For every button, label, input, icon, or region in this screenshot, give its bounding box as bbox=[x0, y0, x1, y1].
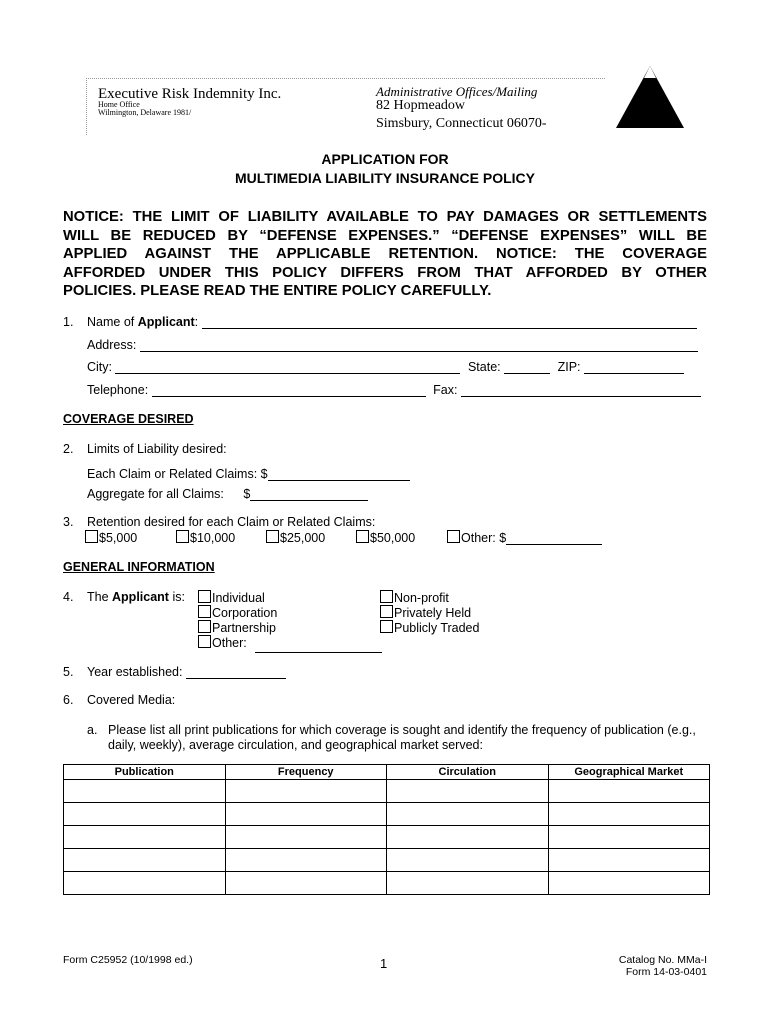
circulation-cell[interactable] bbox=[387, 849, 549, 872]
q4-number: 4. bbox=[63, 590, 74, 604]
publication-cell[interactable] bbox=[64, 872, 226, 895]
publicly-traded-checkbox[interactable] bbox=[380, 620, 393, 633]
catalog-number: Catalog No. MMa-I bbox=[618, 954, 707, 966]
retention-other-field[interactable] bbox=[506, 530, 602, 545]
title-line-1: APPLICATION FOR bbox=[321, 151, 449, 167]
publications-table bbox=[63, 764, 710, 895]
retention-25000-checkbox[interactable] bbox=[266, 530, 279, 543]
publication-cell[interactable] bbox=[64, 780, 226, 803]
applicant-type-corporation[interactable]: Corporation bbox=[198, 605, 277, 620]
q3-label: Retention desired for each Claim or Related Claims: bbox=[87, 515, 376, 529]
zip-label: ZIP: bbox=[557, 360, 581, 374]
table-row bbox=[64, 849, 710, 872]
table-row bbox=[64, 803, 710, 826]
address-field[interactable] bbox=[140, 337, 698, 352]
retention-other-option[interactable]: Other: $ bbox=[447, 530, 602, 545]
page-title bbox=[0, 150, 770, 188]
circulation-cell[interactable] bbox=[387, 803, 549, 826]
q5-number: 5. bbox=[63, 665, 74, 679]
aggregate-field[interactable] bbox=[250, 486, 368, 501]
retention-10000-option[interactable]: $10,000 bbox=[176, 530, 235, 545]
applicant-name-field[interactable] bbox=[202, 314, 697, 329]
admin-street: 82 Hopmeadow bbox=[376, 98, 466, 113]
q1-telephone-row bbox=[87, 382, 701, 397]
applicant-type-partnership[interactable]: Partnership bbox=[198, 620, 276, 635]
retention-5000-checkbox[interactable] bbox=[85, 530, 98, 543]
notice-line-4: AFFORDED UNDER THIS POLICY DIFFERS FROM THAT AFFORDED BY OTHER bbox=[63, 264, 707, 281]
publication-cell[interactable] bbox=[64, 803, 226, 826]
each-claim-row bbox=[87, 466, 410, 481]
form-code: Form 14-03-0401 bbox=[625, 966, 707, 978]
q1-number: 1. bbox=[63, 315, 74, 329]
q3-number: 3. bbox=[63, 515, 74, 529]
retention-50000-option[interactable]: $50,000 bbox=[356, 530, 415, 545]
address-label: Address: bbox=[87, 338, 137, 352]
retention-5000-option[interactable]: $5,000 bbox=[85, 530, 137, 545]
form-number: Form C25952 (10/1998 ed.) bbox=[63, 954, 193, 966]
zip-field[interactable] bbox=[584, 359, 684, 374]
q1-applicant-row bbox=[63, 314, 697, 329]
notice-line-5: POLICIES. PLEASE READ THE ENTIRE POLICY CAREFULLY. bbox=[63, 283, 492, 299]
q5-label: Year established: bbox=[87, 665, 183, 679]
publication-cell[interactable] bbox=[64, 849, 226, 872]
each-claim-label: Each Claim or Related Claims: $ bbox=[87, 467, 268, 481]
year-established-field[interactable] bbox=[186, 664, 286, 679]
frequency-cell[interactable] bbox=[225, 872, 387, 895]
company-name: Executive Risk Indemnity Inc. bbox=[98, 86, 282, 102]
table-row bbox=[64, 780, 710, 803]
admin-offices-title: Administrative Offices/Mailing bbox=[376, 84, 538, 99]
market-cell[interactable] bbox=[548, 780, 710, 803]
general-information-heading: GENERAL INFORMATION bbox=[63, 560, 215, 574]
company-logo bbox=[610, 60, 690, 132]
retention-other-checkbox[interactable] bbox=[447, 530, 460, 543]
applicant-type-individual[interactable]: Individual bbox=[198, 590, 265, 605]
partnership-checkbox[interactable] bbox=[198, 620, 211, 633]
aggregate-dollar: $ bbox=[243, 487, 251, 501]
q3-row bbox=[63, 515, 375, 529]
home-office-address: Wilmington, Delaware 1981/ bbox=[98, 108, 192, 117]
frequency-cell[interactable] bbox=[225, 849, 387, 872]
circulation-cell[interactable] bbox=[387, 826, 549, 849]
q6a-letter: a. bbox=[87, 723, 98, 737]
market-cell[interactable] bbox=[548, 849, 710, 872]
market-cell[interactable] bbox=[548, 826, 710, 849]
publication-cell[interactable] bbox=[64, 826, 226, 849]
q1-city-row bbox=[87, 359, 684, 374]
notice-line-1: NOTICE: THE LIMIT OF LIABILITY AVAILABLE TO PAY DAMAGES OR SETTLEMENTS bbox=[63, 209, 707, 225]
q4-row bbox=[63, 590, 185, 604]
applicant-type-other[interactable]: Other: bbox=[198, 635, 247, 650]
other-type-field[interactable] bbox=[255, 652, 382, 653]
aggregate-row bbox=[87, 486, 368, 501]
nonprofit-checkbox[interactable] bbox=[380, 590, 393, 603]
q1-address-row bbox=[87, 337, 698, 352]
q2-label: Limits of Liability desired: bbox=[87, 442, 227, 456]
circulation-cell[interactable] bbox=[387, 872, 549, 895]
q6-label: Covered Media: bbox=[87, 693, 176, 707]
circulation-cell[interactable] bbox=[387, 780, 549, 803]
coverage-desired-heading: COVERAGE DESIRED bbox=[63, 412, 194, 426]
other-type-checkbox[interactable] bbox=[198, 635, 211, 648]
individual-checkbox[interactable] bbox=[198, 590, 211, 603]
q5-row bbox=[63, 664, 286, 679]
q6a-text-line-1: Please list all print publications for which coverage is sought and identify the frequency of publication (e.g., bbox=[108, 723, 696, 737]
state-label: State: bbox=[467, 360, 501, 374]
table-row bbox=[64, 826, 710, 849]
corporation-checkbox[interactable] bbox=[198, 605, 211, 618]
retention-50000-checkbox[interactable] bbox=[356, 530, 369, 543]
title-line-2: MULTIMEDIA LIABILITY INSURANCE POLICY bbox=[235, 170, 535, 186]
column-header-publication: Publication bbox=[64, 765, 226, 780]
each-claim-field[interactable] bbox=[268, 466, 410, 481]
aggregate-label: Aggregate for all Claims: bbox=[87, 487, 224, 501]
q1-label: Name of Applicant: bbox=[87, 315, 199, 329]
home-office-label: Home Office bbox=[98, 100, 140, 109]
applicant-type-publicly-traded[interactable]: Publicly Traded bbox=[380, 620, 479, 635]
q2-row bbox=[63, 442, 227, 456]
page-number: 1 bbox=[380, 956, 388, 971]
column-header-frequency: Frequency bbox=[225, 765, 387, 780]
retention-10000-checkbox[interactable] bbox=[176, 530, 189, 543]
market-cell[interactable] bbox=[548, 872, 710, 895]
admin-city: Simsbury, Connecticut 06070- bbox=[376, 116, 547, 131]
q6-row bbox=[63, 693, 175, 707]
privately-held-checkbox[interactable] bbox=[380, 605, 393, 618]
table-row bbox=[64, 872, 710, 895]
retention-25000-option[interactable]: $25,000 bbox=[266, 530, 325, 545]
city-label: City: bbox=[87, 360, 112, 374]
q6a-text-line-2: daily, weekly), average circulation, and geographical market served: bbox=[108, 738, 483, 752]
table-header-row bbox=[64, 765, 710, 780]
city-field[interactable] bbox=[115, 359, 460, 374]
applicant-type-nonprofit[interactable]: Non-profit bbox=[380, 590, 449, 605]
notice-line-3: APPLIED AGAINST THE APPLICABLE RETENTION. NOTICE: THE COVERAGE bbox=[63, 246, 707, 262]
telephone-label: Telephone: bbox=[87, 383, 149, 397]
state-field[interactable] bbox=[504, 359, 550, 374]
notice-line-2: WILL BE REDUCED BY “DEFENSE EXPENSES.” “DEFENSE EXPENSES” WILL BE bbox=[63, 227, 707, 244]
q4-label: The Applicant is: bbox=[87, 590, 185, 604]
market-cell[interactable] bbox=[548, 803, 710, 826]
q2-number: 2. bbox=[63, 442, 74, 456]
telephone-field[interactable] bbox=[152, 382, 426, 397]
notice-block bbox=[63, 208, 707, 301]
frequency-cell[interactable] bbox=[225, 826, 387, 849]
frequency-cell[interactable] bbox=[225, 780, 387, 803]
q6-number: 6. bbox=[63, 693, 74, 707]
frequency-cell[interactable] bbox=[225, 803, 387, 826]
fax-field[interactable] bbox=[461, 382, 701, 397]
column-header-geographical-market: Geographical Market bbox=[548, 765, 710, 780]
column-header-circulation: Circulation bbox=[387, 765, 549, 780]
fax-label: Fax: bbox=[433, 383, 458, 397]
applicant-type-privately-held[interactable]: Privately Held bbox=[380, 605, 471, 620]
